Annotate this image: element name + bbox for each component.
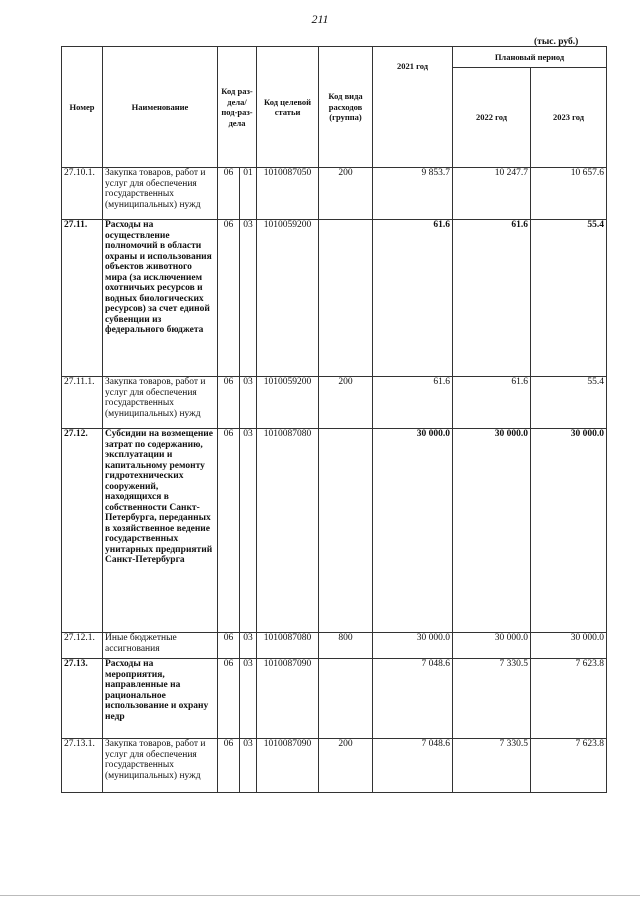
scan-edge-line (0, 895, 640, 896)
row-amount-2023: 55.4 (531, 220, 607, 377)
row-expense-code: 200 (319, 739, 373, 793)
row-target-code: 1010059200 (257, 220, 319, 377)
row-amount-2022: 10 247.7 (453, 168, 531, 220)
row-amount-2022: 7 330.5 (453, 739, 531, 793)
row-section: 06 (218, 168, 240, 220)
row-number: 27.13.1. (62, 739, 103, 793)
row-section: 06 (218, 659, 240, 739)
row-number: 27.10.1. (62, 168, 103, 220)
row-section: 06 (218, 220, 240, 377)
table-row (62, 377, 607, 429)
row-number: 27.12. (62, 429, 103, 633)
budget-table (61, 46, 607, 793)
header-target-code: Код целевой статьи (257, 47, 319, 168)
header-number: Номер (62, 47, 103, 168)
row-expense-code (319, 659, 373, 739)
table-row (62, 739, 607, 793)
row-name: Закупка товаров, работ и услуг для обеспечения государственных (муниципальных) нужд (103, 168, 218, 220)
row-number: 27.12.1. (62, 633, 103, 659)
row-name: Расходы на мероприятия, направленные на рациональное использование и охрану недр (103, 659, 218, 739)
header-name: Наименование (103, 47, 218, 168)
row-amount-2022: 61.6 (453, 220, 531, 377)
row-target-code: 1010087050 (257, 168, 319, 220)
row-name: Закупка товаров, работ и услуг для обеспечения государственных (муниципальных) нужд (103, 377, 218, 429)
row-section: 06 (218, 429, 240, 633)
row-amount-2023: 30 000.0 (531, 429, 607, 633)
page-number: 211 (311, 12, 329, 26)
header-expense-code: Код вида расходов (группа) (319, 47, 373, 168)
row-expense-code (319, 220, 373, 377)
header-year-2021: 2021 год (373, 47, 453, 168)
row-target-code: 1010087090 (257, 659, 319, 739)
row-target-code: 1010087090 (257, 739, 319, 793)
row-amount-2021: 30 000.0 (373, 429, 453, 633)
table-row (62, 220, 607, 377)
row-number: 27.13. (62, 659, 103, 739)
header-year-2023: 2023 год (531, 68, 607, 168)
row-subsection: 03 (240, 659, 257, 739)
header-planned-period: Плановый период (453, 47, 607, 68)
row-amount-2021: 61.6 (373, 377, 453, 429)
header-year-2022: 2022 год (453, 68, 531, 168)
row-expense-code: 200 (319, 168, 373, 220)
row-subsection: 01 (240, 168, 257, 220)
row-subsection: 03 (240, 429, 257, 633)
header-row (62, 47, 607, 68)
row-amount-2023: 7 623.8 (531, 659, 607, 739)
row-amount-2023: 55.4 (531, 377, 607, 429)
row-number: 27.11. (62, 220, 103, 377)
row-target-code: 1010059200 (257, 377, 319, 429)
row-expense-code: 800 (319, 633, 373, 659)
row-amount-2023: 7 623.8 (531, 739, 607, 793)
row-expense-code (319, 429, 373, 633)
row-target-code: 1010087080 (257, 429, 319, 633)
row-amount-2023: 10 657.6 (531, 168, 607, 220)
row-name: Закупка товаров, работ и услуг для обеспечения государственных (муниципальных) нужд (103, 739, 218, 793)
row-amount-2021: 7 048.6 (373, 739, 453, 793)
row-amount-2022: 61.6 (453, 377, 531, 429)
table-row (62, 429, 607, 633)
units-label: (тыс. руб.) (534, 37, 579, 47)
row-name: Субсидии на возмещение затрат по содержанию, эксплуатации и капитальному ремонту гидротехнических сооружений, находящихся в собственности Санкт-Петербурга, переданных в хозяйственное ведение государственных унитарных предприятий Санкт-Петербурга (103, 429, 218, 633)
row-number: 27.11.1. (62, 377, 103, 429)
row-section: 06 (218, 739, 240, 793)
row-amount-2021: 7 048.6 (373, 659, 453, 739)
row-amount-2021: 30 000.0 (373, 633, 453, 659)
row-amount-2021: 9 853.7 (373, 168, 453, 220)
table-row (62, 168, 607, 220)
row-expense-code: 200 (319, 377, 373, 429)
row-target-code: 1010087080 (257, 633, 319, 659)
row-subsection: 03 (240, 633, 257, 659)
table-row (62, 659, 607, 739)
row-name: Иные бюджетные ассигнования (103, 633, 218, 659)
row-amount-2022: 30 000.0 (453, 429, 531, 633)
row-section: 06 (218, 633, 240, 659)
row-section: 06 (218, 377, 240, 429)
row-amount-2022: 30 000.0 (453, 633, 531, 659)
row-name: Расходы на осуществление полномочий в области охраны и использования объектов животного мира (за исключением охотничьих ресурсов и водных биологических ресурсов) за счет единой субвенции из федерального бюджета (103, 220, 218, 377)
row-subsection: 03 (240, 377, 257, 429)
header-section-code: Код раз-дела/ под-раз-дела (218, 47, 257, 168)
row-amount-2021: 61.6 (373, 220, 453, 377)
row-subsection: 03 (240, 739, 257, 793)
row-subsection: 03 (240, 220, 257, 377)
row-amount-2023: 30 000.0 (531, 633, 607, 659)
row-amount-2022: 7 330.5 (453, 659, 531, 739)
table-row (62, 633, 607, 659)
